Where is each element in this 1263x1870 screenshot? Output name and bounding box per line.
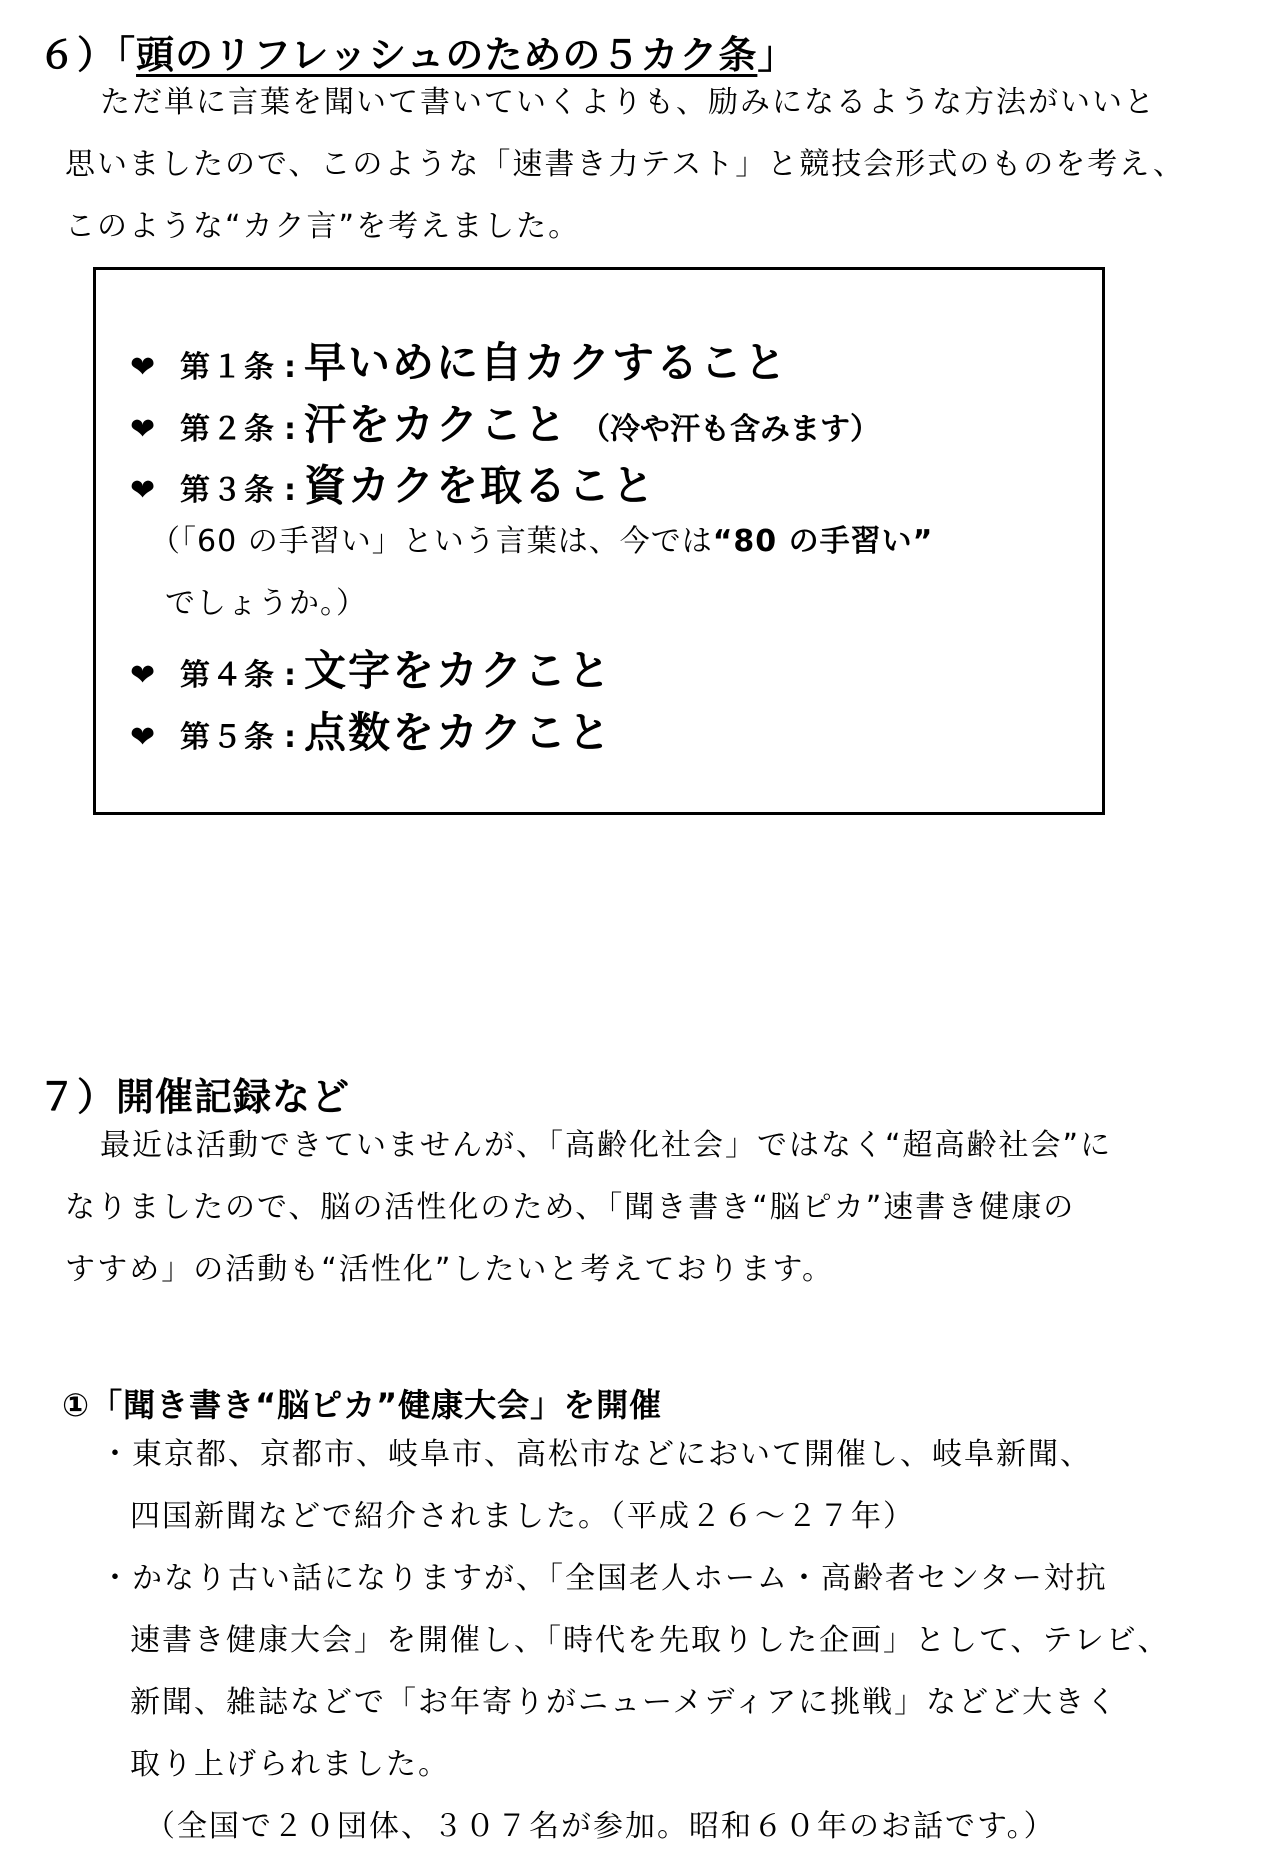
section6-intro-line-1: ただ単に言葉を聞いて書いていくよりも、励みになるような方法がいいと <box>100 85 1156 120</box>
bullet-2-line-1: ・かなり古い話になりますが、「全国老人ホーム・高齢者センター対抗 <box>100 1561 1108 1596</box>
rule-5 <box>130 700 612 760</box>
section6-number: ６） <box>38 33 117 77</box>
rule-label: 第１条 <box>180 350 276 385</box>
rule-label: 第５条 <box>180 720 276 755</box>
bullet-1-line-2: 四国新聞などで紹介されました。（平成２６～２７年） <box>130 1499 915 1534</box>
section7-intro-line-3: すすめ」の活動も“活性化”したいと考えております。 <box>65 1252 834 1287</box>
rule-text: 資カクを取ること <box>304 461 657 510</box>
bullet-2-line-2: 速書き健康大会」を開催し、「時代を先取りした企画」として、テレビ、 <box>130 1623 1170 1658</box>
rule3-note-line-2: でしょうか。） <box>165 586 367 621</box>
heart-icon: ❤ <box>130 412 156 447</box>
rule-text: 早いめに自カクすること <box>304 338 789 387</box>
heart-icon: ❤ <box>130 720 156 755</box>
heart-icon: ❤ <box>130 473 156 508</box>
section7-intro-line-2: なりましたので、脳の活性化のため、「聞き書き“脳ピカ”速書き健康の <box>65 1190 1076 1225</box>
rule-colon: : <box>284 658 296 693</box>
rule-3 <box>130 453 656 513</box>
rule3-note-text: （「60 の手習い」という言葉は、今では <box>150 524 713 559</box>
bullet-2-line-3: 新聞、雑誌などで「お年寄りがニューメディアに挑戦」などど大きく <box>130 1685 1119 1720</box>
rule-1 <box>130 330 788 390</box>
rule-colon: : <box>284 350 296 385</box>
section6-intro-line-3: このような“カク言”を考えました。 <box>65 209 581 244</box>
section7-footnote: （全国で２０団体、３０７名が参加。昭和６０年のお話です。） <box>145 1809 1056 1844</box>
rule-2 <box>130 392 880 452</box>
rule-colon: : <box>284 720 296 755</box>
rule-label: 第３条 <box>180 473 276 508</box>
section6-title-open: 「 <box>116 33 137 77</box>
rule3-note-line-1 <box>150 516 933 560</box>
rule-4 <box>130 638 612 698</box>
rule-label: 第４条 <box>180 658 276 693</box>
heart-icon: ❤ <box>130 658 156 693</box>
rule-text: 点数をカクこと <box>304 708 613 757</box>
rule-colon: : <box>284 473 296 508</box>
section7-intro-line-1: 最近は活動できていませんが、「高齢化社会」ではなく“超高齢社会”に <box>100 1128 1113 1163</box>
section6-intro-line-2: 思いましたので、このような「速書き力テスト」と競技会形式のものを考え、 <box>65 147 1185 182</box>
bullet-1-line-1: ・東京都、京都市、岐阜市、高松市などにおいて開催し、岐阜新聞、 <box>100 1437 1092 1472</box>
section7-subheading: ①「聞き書き“脳ピカ”健康大会」を開催 <box>62 1386 663 1424</box>
section6-title-close: 」 <box>757 33 797 77</box>
heart-icon: ❤ <box>130 350 156 385</box>
section6-title: 頭のリフレッシュのための５カク条 <box>136 33 758 77</box>
rule-text: 文字をカクこと <box>304 646 613 695</box>
rule3-note-emphasis: “80 の手習い” <box>712 524 934 559</box>
rule-text: 汗をカクこと <box>304 400 569 449</box>
rule-label: 第２条 <box>180 412 276 447</box>
bullet-2-line-4: 取り上げられました。 <box>130 1747 450 1782</box>
rule-note: （冷や汗も含みます） <box>580 412 881 447</box>
section7-heading: ７）開催記録など <box>38 1075 351 1119</box>
section6-heading <box>38 24 796 79</box>
rule-colon: : <box>284 412 296 447</box>
